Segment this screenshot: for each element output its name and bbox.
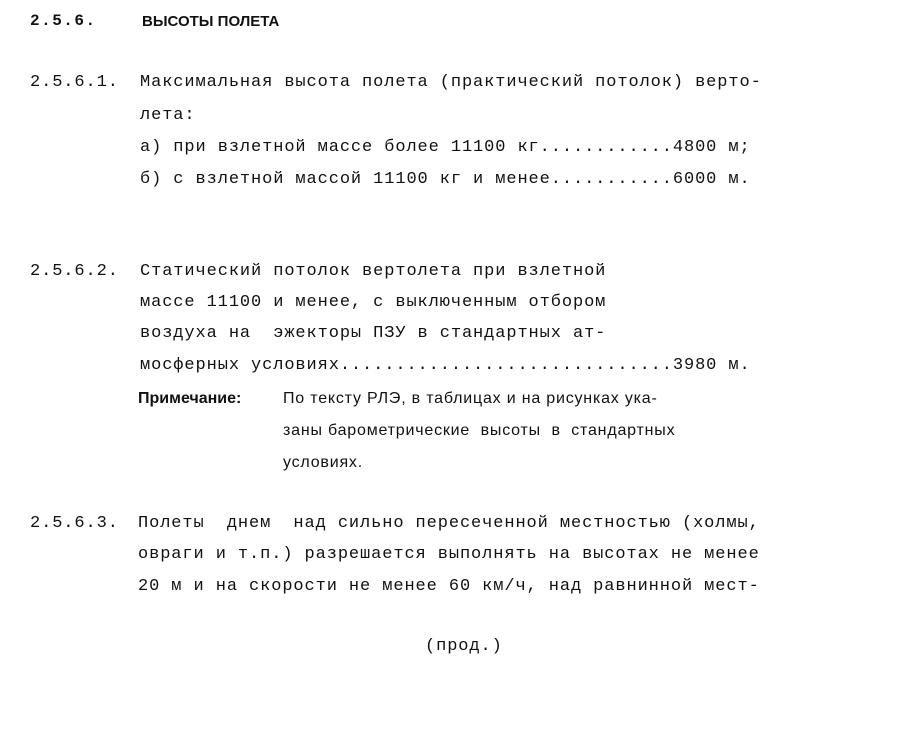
item-number: 2.5.6.1. [30,73,119,92]
item-line: мосферных условиях..............................3980 м. [140,356,751,375]
item-line: лета: [140,106,196,125]
item-line: Статический потолок вертолета при взлетной [140,262,607,281]
item-line: а) при взлетной массе более 11100 кг............4800 м; [140,138,751,157]
note-line: По тексту РЛЭ, в таблицах и на рисунках ука- [283,390,658,407]
note-line: условиях. [283,454,363,471]
item-line: Полеты днем над сильно пересеченной местностью (холмы, [138,514,760,533]
item-line: Максимальная высота полета (практический потолок) верто- [140,73,762,92]
section-title: ВЫСОТЫ ПОЛЕТА [142,13,280,30]
item-number: 2.5.6.3. [30,514,119,533]
note-line: заны барометрические высоты в стандартных [283,422,676,439]
section-number: 2.5.6. [30,12,97,30]
item-number: 2.5.6.2. [30,262,119,281]
item-line: овраги и т.п.) разрешается выполнять на высотах не менее [138,545,760,564]
note-label: Примечание: [138,390,242,407]
continuation-note: (прод.) [425,637,503,656]
item-line: 20 м и на скорости не менее 60 км/ч, над равнинной мест- [138,577,760,596]
item-line: воздуха на эжекторы ПЗУ в стандартных ат- [140,324,607,343]
item-line: массе 11100 и менее, с выключенным отбором [140,293,607,312]
item-line: б) с взлетной массой 11100 кг и менее...........6000 м. [140,170,751,189]
